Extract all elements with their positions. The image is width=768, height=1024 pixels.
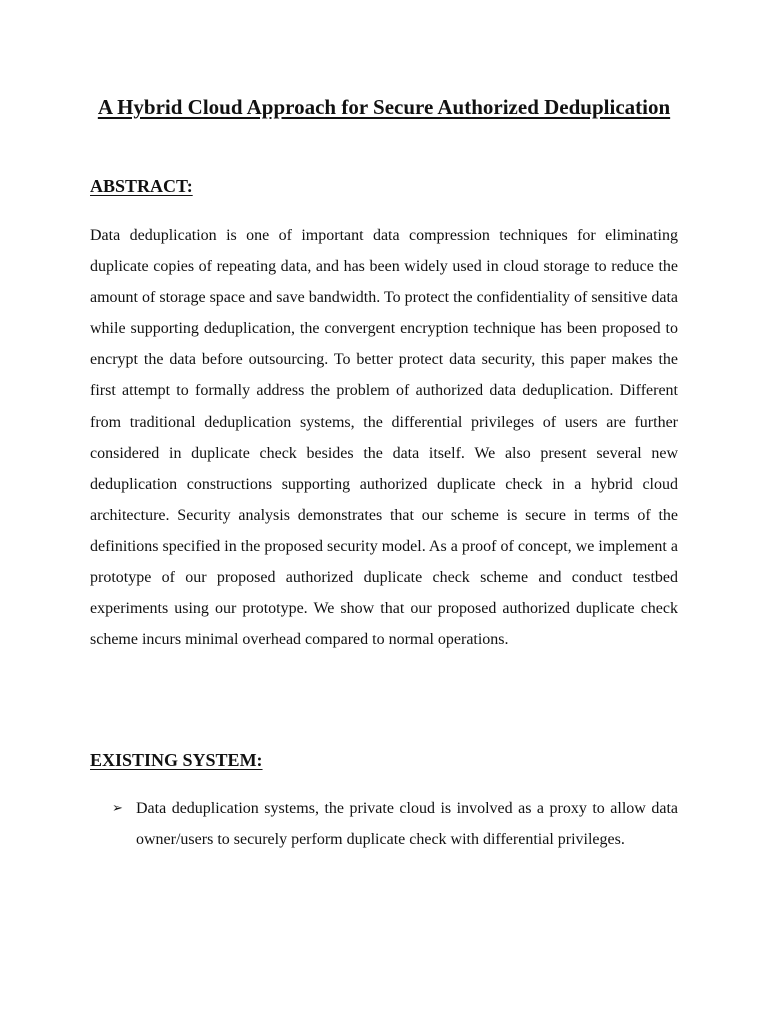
list-item [90,793,678,855]
abstract-heading: ABSTRACT: [90,176,193,196]
arrow-bullet-icon: ➢ [112,801,123,816]
list-item-text: Data deduplication systems, the private cloud is involved as a proxy to allow data owner/users to securely perform duplicate check with differential privileges. [136,800,678,848]
abstract-paragraph: Data deduplication is one of important data compression techniques for eliminating duplicate copies of repeating data, and has been widely used in cloud storage to reduce the amount of storage space and save bandwidth. To protect the confidentiality of sensitive data while supporting deduplication, the convergent encryption technique has been proposed to encrypt the data before outsourcing. To better protect data security, this paper makes the first attempt to formally address the problem of authorized data deduplication. Different from traditional deduplication systems, the differential privileges of users are further considered in duplicate check besides the data itself. We also present several new deduplication constructions supporting authorized duplicate check in a hybrid cloud architecture. Security analysis demonstrates that our scheme is secure in terms of the definitions specified in the proposed security model. As a proof of concept, we implement a prototype of our proposed authorized duplicate check scheme and conduct testbed experiments using our prototype. We show that our proposed authorized duplicate check scheme incurs minimal overhead compared to normal operations. [90,227,678,649]
existing-system-heading: EXISTING SYSTEM: [90,750,263,770]
document-title: A Hybrid Cloud Approach for Secure Authorized Deduplication [97,95,671,119]
existing-system-list [90,793,678,855]
